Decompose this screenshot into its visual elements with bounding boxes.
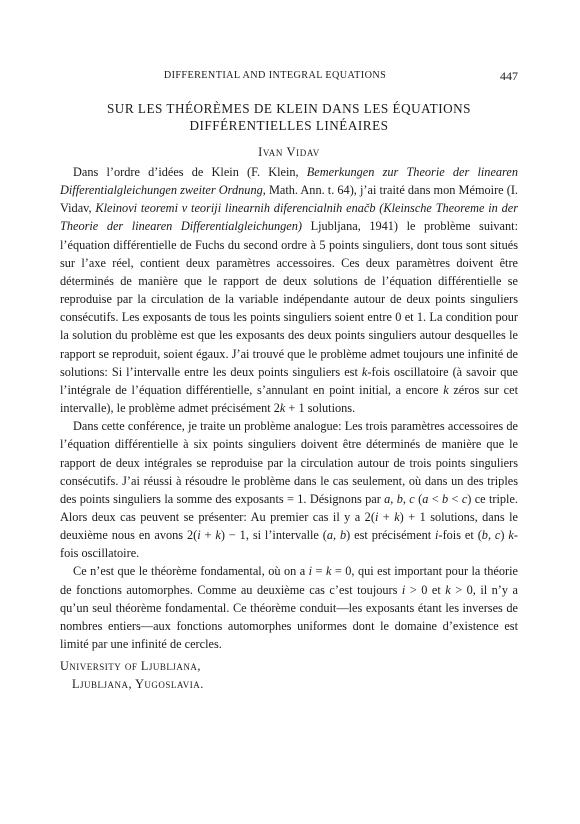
author-affiliation: [60, 657, 518, 693]
article-body: [60, 163, 518, 653]
author-name: Ivan Vidav: [258, 145, 320, 159]
page-number: 447: [500, 69, 518, 83]
paragraph-3: Ce n’est que le théorème fondamental, où on a i = k = 0, qui est important pour la théorie de fonctions automorphes. Comme au deuxième cas c’est toujours i > 0 et k > 0, il n’y a qu’un seul théorème fondamental. Ce théorème conduit—les exposants étant les inverses de nombres entiers—aux fonctions automorphes uniformes dont le domaine d’existence est limité par une infinité de cercles.: [60, 564, 518, 652]
running-head-title: DIFFERENTIAL AND INTEGRAL EQUATIONS: [163, 70, 387, 81]
paragraph-2: Dans cette conférence, je traite un problème analogue: Les trois paramètres accessoires de l’équation différentielle à six points singuliers doivent être déterminés de manière que le rapport de deux intégrales se reproduise par la circulation autour de trois points singuliers consécutifs. J’ai réussi à résoudre le problème dans le cas seulement, où dans un des triples des points singuliers la somme des exposants = 1. Désignons par a, b, c (a < b < c) ce triple. Alors deux cas peuvent se présenter: Au premier cas il y a 2(i + k) + 1 solutions, dans le deuxième nous en avons 2(i + k) − 1, si l’intervalle (a, b) est précisément i-fois et (b, c) k-fois oscillatoire.: [60, 419, 519, 561]
affiliation-university: University of Ljubljana,: [60, 659, 201, 673]
article-title-line-2: DIFFÉRENTIELLES LINÉAIRES: [189, 118, 389, 133]
article-title-line-1: SUR LES THÉORÈMES DE KLEIN DANS LES ÉQUATIONS: [106, 101, 472, 116]
affiliation-location: Ljubljana, Yugoslavia.: [72, 677, 204, 691]
running-head: [60, 70, 518, 86]
paragraph-1: Dans l’ordre d’idées de Klein (F. Klein, Bemerkungen zur Theorie der linearen Differentialgleichungen zweiter Ordnung, Math. Ann. t. 64), j’ai traité dans mon Mémoire (I. Vidav, Kleinovi teoremi v teoriji linearnih diferencialnih enačb (Kleinsche Theoreme in der Theorie der linearen Differentialgleichungen) Ljubljana, 1941) le problème suivant: l’équation différentielle de Fuchs du second ordre à 5 points singuliers, dont tous sont situés sur l’axe réel, contient deux paramètres accessoires. Ces deux paramètres doivent être déterminés de manière que le rapport de deux solutions de l’équation différentielle se reproduise par la circulation de la variable indépendante autour de deux points singuliers consécutifs. Les exposants de tous les points singuliers soient entre 0 et 1. La condition pour la solution du problème est que les exposants des deux points singuliers autour desquelles le rapport se reproduit, soient égaux. J’ai trouvé que le problème admet toujours une infinité de solutions: Si l’intervalle entre les deux points singuliers est k-fois oscillatoire (à savoir que l’intégrale de l’équation différentielle, s’annulant en point initial, a encore k zéros sur cet intervalle), le problème admet précisément 2k + 1 solutions.: [60, 165, 519, 416]
article-title: [60, 100, 518, 134]
